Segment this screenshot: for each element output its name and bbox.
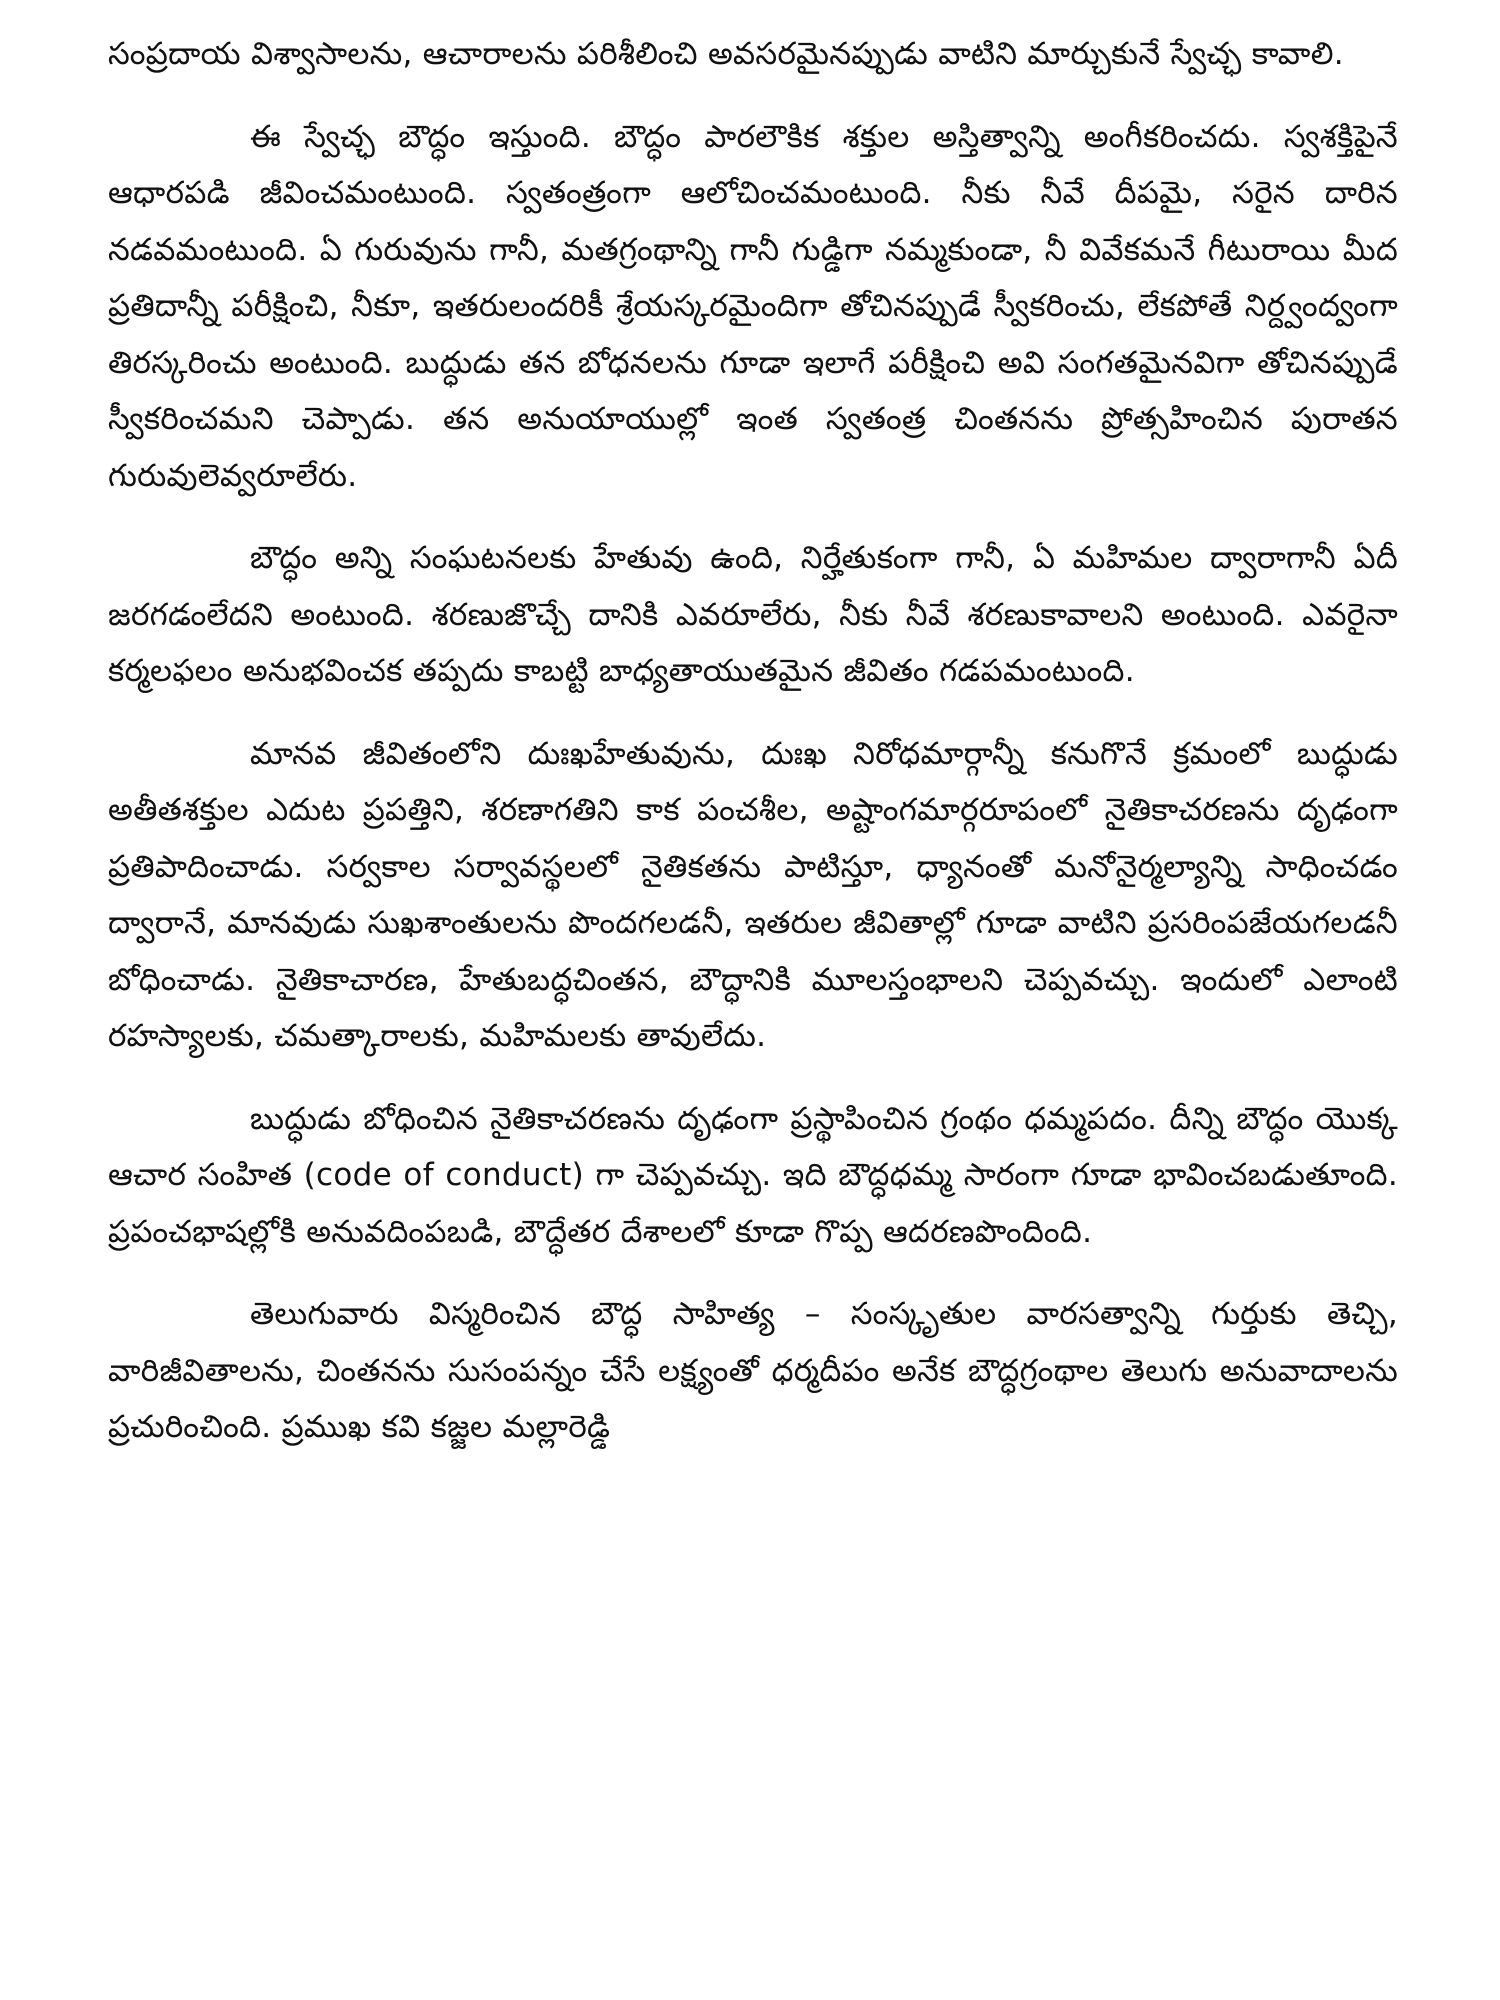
- paragraph-5: బుద్ధుడు బోధించిన నైతికాచరణను దృఢంగా ప్రస్థాపించిన గ్రంథం ధమ్మపదం. దీన్ని బౌద్ధం యొక్క ఆచార సంహిత (code of conduct) గా చెప్పవచ్చు. ఇది బౌద్ధధమ్మ సారంగా గూడా భావించబడుతూంది. ప్రపంచభాషల్లోకి అనువదింపబడి, బౌద్ధేతర దేశాలలో కూడా గొప్ప ఆదరణపొందింది.: [108, 1100, 1398, 1250]
- paragraph-4: మానవ జీవితంలోని దుఃఖహేతువును, దుఃఖ నిరోధమార్గాన్నీ కనుగొనే క్రమంలో బుద్ధుడు అతీతశక్తుల ఎదుట ప్రపత్తిని, శరణాగతిని కాక పంచశీల, అష్టాంగమార్గరూపంలో నైతికాచరణను దృఢంగా ప్రతిపాదించాడు. సర్వకాల సర్వావస్థలలో నైతికతను పాటిస్తూ, ధ్యానంతో మనోనైర్మల్యాన్ని సాధించడం ద్వారానే, మానవుడు సుఖశాంతులను పొందగలడనీ, ఇతరుల జీవితాల్లో గూడా వాటిని ప్రసరింపజేయగలడనీ బోధించాడు. నైతికాచారణ, హేతుబద్ధచింతన, బౌద్ధానికి మూలస్తంభాలని చెప్పవచ్చు. ఇందులో ఎలాంటి రహస్యాలకు, చమత్కారాలకు, మహిమలకు తావులేదు.: [108, 735, 1398, 1054]
- document-page: [108, 26, 1398, 1986]
- paragraph-2: ఈ స్వేచ్ఛ బౌద్ధం ఇస్తుంది. బౌద్ధం పారలౌకిక శక్తుల అస్తిత్వాన్ని అంగీకరించదు. స్వశక్తిపైనే ఆధారపడి జీవించమంటుంది. స్వతంత్రంగా ఆలోచించమంటుంది. నీకు నీవే దీపమై, సరైన దారిన నడవమంటుంది. ఏ గురువును గానీ, మతగ్రంథాన్ని గానీ గుడ్డిగా నమ్మకుండా, నీ వివేకమనే గీటురాయి మీద ప్రతిదాన్నీ పరీక్షించి, నీకూ, ఇతరులందరికీ శ్రేయస్కరమైందిగా తోచినప్పుడే స్వీకరించు, లేకపోతే నిర్ద్వంద్వంగా తిరస్కరించు అంటుంది. బుద్ధుడు తన బోధనలను గూడా ఇలాగే పరీక్షించి అవి సంగతమైనవిగా తోచినప్పుడే స్వీకరించమని చెప్పాడు. తన అనుయాయుల్లో ఇంత స్వతంత్ర చింతనను ప్రోత్సహించిన పురాతన గురువులెవ్వరూలేరు.: [108, 118, 1398, 494]
- paragraph-6: తెలుగువారు విస్మరించిన బౌద్ధ సాహిత్య – సంస్కృతుల వారసత్వాన్ని గుర్తుకు తెచ్చి, వారిజీవితాలను, చింతనను సుసంపన్నం చేసే లక్ష్యంతో ధర్మదీపం అనేక బౌద్ధగ్రంథాల తెలుగు అనువాదాలను ప్రచురించింది. ప్రముఖ కవి కజ్జల మల్లారెడ్డి: [108, 1296, 1398, 1445]
- paragraph-3: బౌద్ధం అన్ని సంఘటనలకు హేతువు ఉంది, నిర్హేతుకంగా గానీ, ఏ మహిమల ద్వారాగానీ ఏదీ జరగడంలేదని అంటుంది. శరణుజొచ్చే దానికి ఎవరూలేరు, నీకు నీవే శరణుకావాలని అంటుంది. ఎవరైనా కర్మలఫలం అనుభవించక తప్పదు కాబట్టి బాధ్యతాయుతమైన జీవితం గడపమంటుంది.: [108, 540, 1398, 689]
- paragraph-1: సంప్రదాయ విశ్వాసాలను, ఆచారాలను పరిశీలించి అవసరమైనప్పుడు వాటిని మార్చుకునే స్వేచ్ఛ కావాలి.: [108, 36, 1344, 72]
